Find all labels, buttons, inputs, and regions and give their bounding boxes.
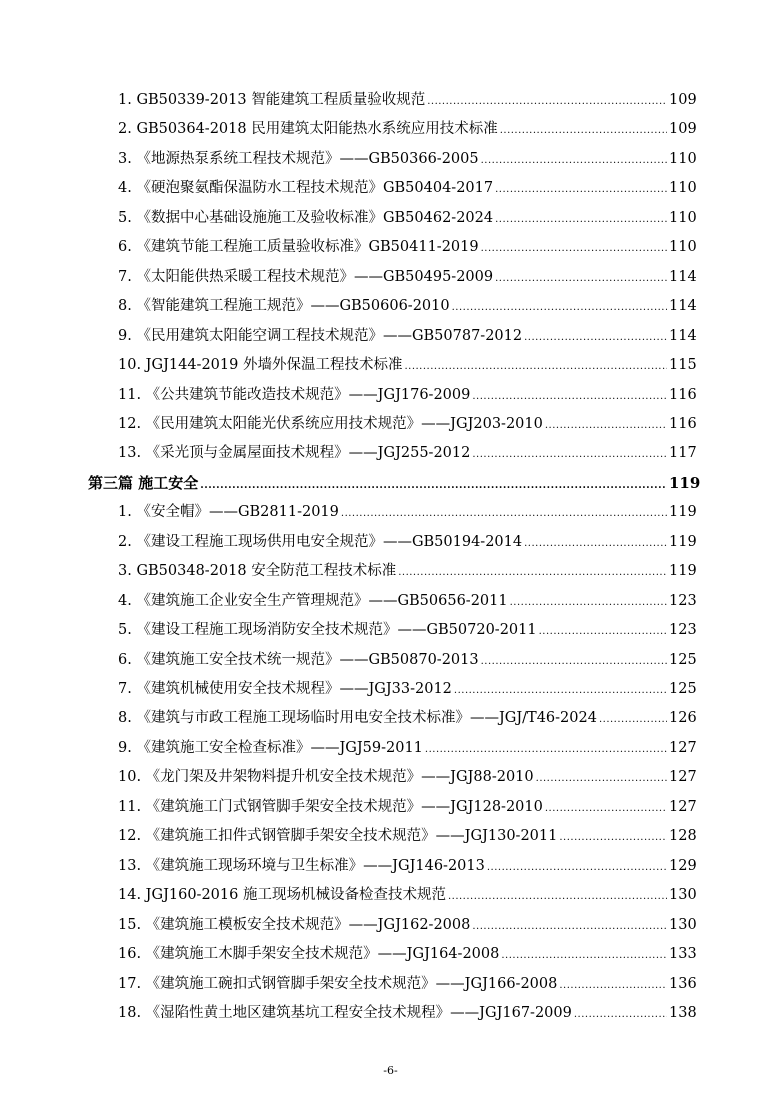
toc-entry[interactable]: [118, 376, 697, 405]
toc-entry-page: 123: [669, 622, 697, 639]
toc-entry-page: 110: [669, 150, 697, 167]
toc-entry[interactable]: [118, 582, 697, 611]
toc-entry[interactable]: [118, 670, 697, 699]
dot-leader: [487, 856, 667, 876]
toc-entry-page: 114: [669, 268, 697, 285]
dot-leader: [500, 119, 667, 139]
dot-leader: [574, 1003, 667, 1023]
toc-entry-page: 133: [669, 946, 697, 963]
toc-entry[interactable]: [118, 847, 697, 876]
toc-entry[interactable]: [118, 876, 697, 905]
dot-leader: [524, 532, 667, 552]
dot-leader: [501, 944, 667, 964]
toc-entry-title: 17. 《建筑施工碗扣式钢管脚手架安全技术规范》——JGJ166-2008: [118, 975, 558, 992]
dot-leader: [481, 650, 667, 670]
toc-entry-title: 13. 《建筑施工现场环境与卫生标准》——JGJ146-2013: [118, 857, 485, 874]
dot-leader: [481, 237, 667, 257]
toc-entry[interactable]: [118, 906, 697, 935]
dot-leader: [404, 355, 667, 375]
toc-entry-page: 119: [669, 563, 697, 580]
toc-entry-title: 8. 《智能建筑工程施工规范》——GB50606-2010: [118, 298, 450, 315]
toc-entry-title: 10. JGJ144-2019 外墙外保温工程技术标准: [118, 357, 403, 374]
toc-entry-title: 3. 《地源热泵系统工程技术规范》——GB50366-2005: [118, 150, 479, 167]
dot-leader: [510, 591, 667, 611]
toc-entry-title: 11. 《建筑施工门式钢管脚手架安全技术规范》——JGJ128-2010: [118, 798, 543, 815]
toc-entry[interactable]: [118, 965, 697, 994]
toc-entry[interactable]: [118, 140, 697, 169]
toc-entry[interactable]: [118, 110, 697, 139]
toc-entry-title: 6. 《建筑施工安全技术统一规范》——GB50870-2013: [118, 651, 479, 668]
toc-entry-page: 127: [669, 769, 697, 786]
toc-part-heading[interactable]: [88, 464, 701, 493]
toc-entry-title: 16. 《建筑施工木脚手架安全技术规范》——JGJ164-2008: [118, 946, 500, 963]
toc-entry[interactable]: [118, 258, 697, 287]
toc-entry-page: 130: [669, 916, 697, 933]
toc-entry-page: 129: [669, 857, 697, 874]
toc-entry-page: 136: [669, 975, 697, 992]
dot-leader: [545, 414, 667, 434]
toc-entry-title: 13. 《采光顶与金属屋面技术规程》——JGJ255-2012: [118, 445, 471, 462]
dot-leader: [425, 738, 667, 758]
dot-leader: [524, 326, 667, 346]
dot-leader: [495, 208, 667, 228]
toc-entry-page: 127: [669, 798, 697, 815]
toc-entry[interactable]: [118, 817, 697, 846]
dot-leader: [481, 149, 667, 169]
toc-entry-title: 5. 《建设工程施工现场消防安全技术规范》——GB50720-2011: [118, 622, 537, 639]
toc-entry-title: 9. 《建筑施工安全检查标准》——JGJ59-2011: [118, 739, 423, 756]
toc-entry-title: 4. 《建筑施工企业安全生产管理规范》——GB50656-2011: [118, 592, 508, 609]
toc-entry-page: 109: [669, 92, 697, 108]
toc-entry[interactable]: [118, 434, 697, 463]
toc-entry[interactable]: [118, 81, 697, 110]
toc-entry-title: 7. 《建筑机械使用安全技术规程》——JGJ33-2012: [118, 681, 452, 697]
toc-entry-title: 9. 《民用建筑太阳能空调工程技术规范》——GB50787-2012: [118, 327, 523, 344]
toc-entry[interactable]: [118, 317, 697, 346]
toc-entry-title: 第三篇 施工安全: [88, 473, 199, 492]
toc-entry-page: 119: [669, 533, 697, 550]
toc-entry[interactable]: [118, 699, 697, 728]
toc-entry-page: 114: [669, 298, 697, 315]
toc-entry-title: 12. 《民用建筑太阳能光伏系统应用技术规范》——JGJ203-2010: [118, 415, 543, 432]
toc-entry[interactable]: [118, 405, 697, 434]
toc-entry[interactable]: [118, 523, 697, 552]
toc-entry-title: 5. 《数据中心基础设施施工及验收标准》GB50462-2024: [118, 209, 494, 226]
toc-entry[interactable]: [118, 552, 697, 581]
toc-entry-page: 117: [669, 445, 697, 462]
toc-entry-page: 123: [669, 592, 697, 609]
toc-entry-title: 11. 《公共建筑节能改造技术规范》——JGJ176-2009: [118, 386, 471, 403]
toc-entry[interactable]: [118, 994, 697, 1023]
toc-entry[interactable]: [118, 758, 697, 787]
toc-entry-title: 4. 《硬泡聚氨酯保温防水工程技术规范》GB50404-2017: [118, 180, 494, 197]
toc-entry[interactable]: [118, 346, 697, 375]
dot-leader: [427, 90, 667, 110]
page-number: -6-: [383, 1064, 398, 1077]
toc-entry[interactable]: [118, 641, 697, 670]
toc-entry[interactable]: [118, 199, 697, 228]
toc-entry-title: 15. 《建筑施工模板安全技术规范》——JGJ162-2008: [118, 916, 471, 933]
toc-entry-page: 110: [669, 239, 697, 256]
dot-leader: [599, 708, 667, 728]
toc-entry-title: 1. GB50339-2013 智能建筑工程质量验收规范: [118, 92, 426, 108]
dot-leader: [539, 620, 667, 640]
dot-leader: [398, 561, 667, 581]
toc-entry[interactable]: [118, 287, 697, 316]
toc-entry-page: 126: [669, 710, 697, 727]
toc-entry-page: 125: [669, 651, 697, 668]
dot-leader: [545, 797, 667, 817]
toc-entry[interactable]: [118, 169, 697, 198]
toc-entry-page: 114: [669, 327, 697, 344]
dot-leader: [452, 296, 667, 316]
dot-leader: [559, 974, 667, 994]
toc-entry-page: 125: [669, 681, 697, 697]
dot-leader: [200, 473, 667, 493]
toc-entry-title: 1. 《安全帽》——GB2811-2019: [118, 504, 339, 521]
toc-entry-page: 138: [669, 1004, 697, 1021]
toc-entry-title: 2. GB50364-2018 民用建筑太阳能热水系统应用技术标准: [118, 121, 498, 138]
dot-leader: [448, 885, 667, 905]
toc-entry[interactable]: [118, 729, 697, 758]
toc-entry-page: 119: [669, 473, 701, 492]
dot-leader: [495, 178, 667, 198]
dot-leader: [559, 826, 667, 846]
toc-entry[interactable]: [118, 611, 697, 640]
toc-entry-page: 127: [669, 739, 697, 756]
toc-entry-title: 18. 《湿陷性黄土地区建筑基坑工程安全技术规程》——JGJ167-2009: [118, 1004, 572, 1021]
toc-entry-title: 14. JGJ160-2016 施工现场机械设备检查技术规范: [118, 887, 446, 904]
toc-entry-page: 128: [669, 828, 697, 845]
toc-entry-title: 7. 《太阳能供热采暖工程技术规范》——GB50495-2009: [118, 268, 494, 285]
dot-leader: [472, 915, 667, 935]
dot-leader: [472, 385, 667, 405]
toc-entry-title: 3. GB50348-2018 安全防范工程技术标准: [118, 563, 397, 580]
toc-entry[interactable]: [118, 935, 697, 964]
toc-entry-title: 12. 《建筑施工扣件式钢管脚手架安全技术规范》——JGJ130-2011: [118, 828, 558, 845]
dot-leader: [472, 443, 667, 463]
toc-entry-page: 109: [669, 121, 697, 138]
dot-leader: [536, 767, 667, 787]
toc-entry-page: 116: [669, 415, 697, 432]
toc-entry-page: 119: [669, 504, 697, 521]
toc-entry-title: 10. 《龙门架及井架物料提升机安全技术规范》——JGJ88-2010: [118, 769, 534, 786]
toc-entry-page: 115: [669, 357, 697, 374]
dot-leader: [495, 267, 667, 287]
toc-entry-page: 110: [669, 209, 697, 226]
toc-entry-title: 2. 《建设工程施工现场供用电安全规范》——GB50194-2014: [118, 533, 523, 550]
toc-entry[interactable]: [118, 788, 697, 817]
toc-entry-title: 6. 《建筑节能工程施工质量验收标准》GB50411-2019: [118, 239, 479, 256]
toc-entry[interactable]: [118, 493, 697, 522]
dot-leader: [454, 679, 667, 699]
toc-entry-page: 116: [669, 386, 697, 403]
dot-leader: [341, 502, 667, 522]
toc-entry-page: 110: [669, 180, 697, 197]
toc-entry[interactable]: [118, 228, 697, 257]
toc-entry-page: 130: [669, 887, 697, 904]
toc-entry-title: 8. 《建筑与市政工程施工现场临时用电安全技术标准》——JGJ/T46-2024: [118, 710, 597, 727]
